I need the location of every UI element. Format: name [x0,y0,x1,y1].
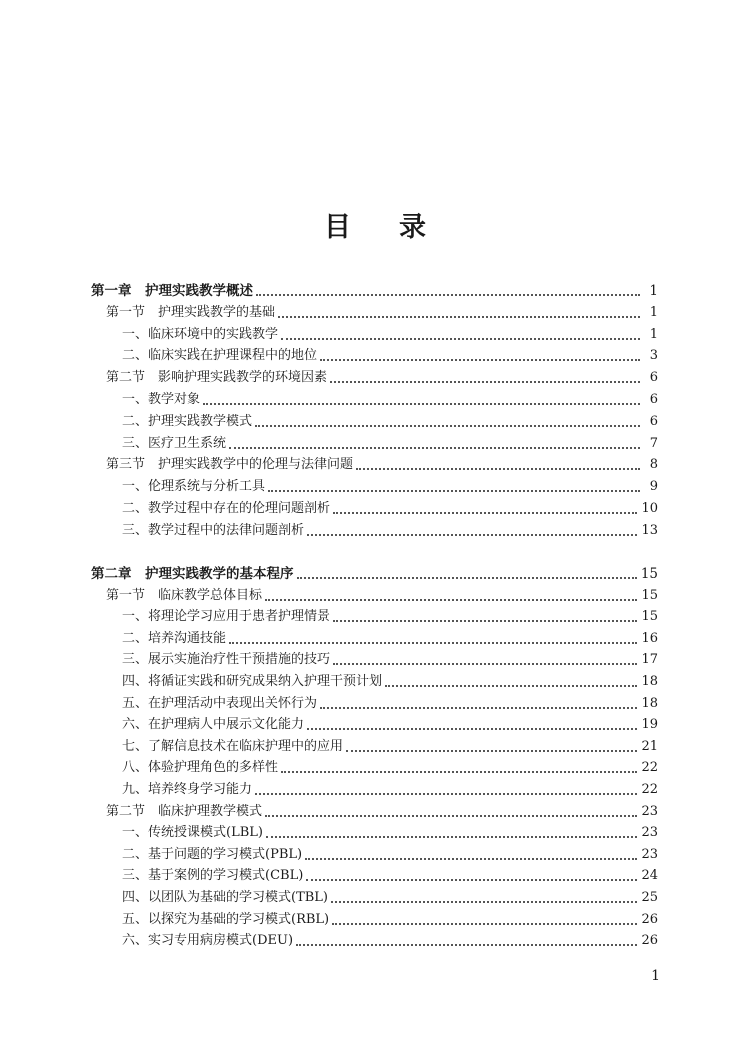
toc-entry-label: 第三节 护理实践教学中的伦理与法律问题 [106,457,354,473]
toc-dot-leader [333,512,637,514]
toc-entry-page-number: 18 [641,695,658,711]
toc-entry-label: 三、医疗卫生系统 [122,435,227,451]
toc-entry-label: 九、培养终身学习能力 [122,782,253,797]
toc-item-entry[interactable] [91,345,658,365]
toc-item-entry[interactable] [91,757,658,777]
toc-dot-leader [281,771,637,773]
toc-item-entry[interactable] [91,930,658,950]
toc-entry-page-number: 1 [649,304,658,320]
toc-item-entry[interactable] [91,606,658,626]
toc-section-entry[interactable] [91,801,658,821]
toc-entry-label: 二、基于问题的学习模式(PBL) [122,846,303,862]
toc-entry-label: 八、体验护理角色的多样性 [122,760,279,776]
toc-item-entry[interactable] [91,324,658,344]
toc-entry-page-number: 6 [649,370,658,386]
toc-dot-leader [331,901,637,903]
toc-dot-leader [278,316,640,318]
toc-dot-leader [265,599,637,601]
toc-entry-label: 一、传统授课模式(LBL) [122,825,263,841]
title-char-2: 录 [399,212,426,243]
toc-dot-leader [203,403,640,405]
toc-entry-page-number: 15 [641,609,658,625]
toc-item-entry[interactable] [91,844,658,864]
toc-chapter-entry[interactable] [91,563,658,583]
toc-entry-page-number: 24 [641,868,658,884]
toc-entry-label: 三、基于案例的学习模式(CBL) [122,868,304,884]
toc-item-entry[interactable] [91,476,658,496]
toc-entry-label: 一、临床环境中的实践教学 [122,326,279,342]
toc-entry-page-number: 10 [641,501,658,516]
toc-entry-page-number: 16 [641,630,658,646]
toc-entry-page-number: 13 [641,522,658,538]
toc-dot-leader [266,836,637,838]
toc-dot-leader [256,294,640,296]
toc-entry-page-number: 18 [641,674,658,689]
page-number: 1 [651,968,660,984]
title-char-1: 目 [324,212,351,243]
toc-entry-page-number: 6 [649,392,658,407]
toc-entry-label: 五、在护理活动中表现出关怀行为 [122,695,318,711]
toc-entry-label: 二、临床实践在护理课程中的地位 [122,348,318,364]
toc-entry-page-number: 26 [641,933,658,949]
toc-entry-label: 第二节 影响护理实践教学的环境因素 [106,370,328,386]
toc-item-entry[interactable] [91,693,658,713]
toc-entry-label: 六、实习专用病房模式(DEU) [122,933,294,949]
toc-dot-leader [229,642,637,644]
toc-entry-label: 一、伦理系统与分析工具 [122,479,266,495]
toc-entry-page-number: 9 [649,479,658,495]
toc-dot-leader [296,944,637,946]
toc-entry-label: 第一节 临床教学总体目标 [106,587,263,603]
toc-section-entry[interactable] [91,367,658,387]
toc-entry-page-number: 19 [641,717,658,733]
toc-entry-label: 六、在护理病人中展示文化能力 [122,717,305,733]
toc-dot-leader [281,338,640,340]
toc-item-entry[interactable] [91,736,658,756]
toc-entry-page-number: 21 [641,738,658,754]
toc-entry-label: 第一节 护理实践教学的基础 [106,304,276,320]
toc-entry-page-number: 17 [641,652,658,668]
toc-entry-label: 四、将循证实践和研究成果纳入护理干预计划 [122,674,383,689]
toc-dot-leader [330,381,640,383]
toc-item-entry[interactable] [91,389,658,409]
toc-dot-leader [320,359,640,361]
toc-entry-label: 三、教学过程中的法律问题剖析 [122,522,305,538]
toc-dot-leader [356,468,640,470]
toc-item-entry[interactable] [91,411,658,431]
toc-item-entry[interactable] [91,433,658,453]
toc-entry-label: 一、将理论学习应用于患者护理情景 [122,609,331,625]
toc-entry-page-number: 1 [649,326,658,342]
toc-entry-label: 五、以探究为基础的学习模式(RBL) [122,911,330,927]
toc-dot-leader [307,728,637,730]
toc-entry-page-number: 6 [649,413,658,429]
toc-entry-label: 二、护理实践教学模式 [122,413,253,429]
toc-dot-leader [307,534,637,536]
toc-entry-page-number: 22 [641,760,658,776]
toc-entry-page-number: 3 [649,348,658,364]
toc-entry-label: 第二节 临床护理教学模式 [106,803,263,819]
toc-entry-page-number: 25 [641,890,658,905]
toc-dot-leader [255,793,637,795]
toc-item-entry[interactable] [91,649,658,669]
toc-dot-leader [297,577,637,579]
toc-dot-leader [333,620,637,622]
toc-entry-label: 七、了解信息技术在临床护理中的应用 [122,738,344,754]
toc-dot-leader [229,447,640,449]
toc-dot-leader [346,750,637,752]
toc-section-entry[interactable] [91,585,658,605]
toc-item-entry[interactable] [91,520,658,540]
toc-dot-leader [306,879,637,881]
toc-entry-page-number: 23 [641,846,658,862]
toc-dot-leader [255,425,640,427]
toc-item-entry[interactable] [91,628,658,648]
toc-item-entry[interactable] [91,714,658,734]
toc-section-entry[interactable] [91,302,658,322]
toc-entry-label: 二、教学过程中存在的伦理问题剖析 [122,501,331,516]
toc-section-entry[interactable] [91,454,658,474]
toc-entry-page-number: 22 [641,782,658,797]
toc-entry-label: 第二章 护理实践教学的基本程序 [91,566,294,582]
toc-dot-leader [333,663,637,665]
toc-entry-page-number: 23 [641,825,658,841]
toc-entry-page-number: 23 [641,803,658,819]
toc-dot-leader [305,858,637,860]
toc-item-entry[interactable] [91,909,658,929]
toc-entry-page-number: 8 [649,457,658,473]
toc-entry-label: 第一章 护理实践教学概述 [91,283,253,299]
toc-item-entry[interactable] [91,887,658,907]
toc-chapter-entry[interactable] [91,280,658,300]
toc-dot-leader [268,490,640,492]
toc-entry-label: 二、培养沟通技能 [122,630,227,646]
toc-item-entry[interactable] [91,865,658,885]
toc-entry-label: 一、教学对象 [122,392,201,407]
toc-dot-leader [320,707,637,709]
toc-item-entry[interactable] [91,671,658,691]
toc-item-entry[interactable] [91,822,658,842]
toc-dot-leader [385,685,637,687]
toc-item-entry[interactable] [91,498,658,518]
toc-entry-label: 四、以团队为基础的学习模式(TBL) [122,890,329,905]
toc-entry-page-number: 26 [641,911,658,927]
toc-entry-page-number: 7 [649,435,658,451]
toc-dot-leader [332,923,637,925]
toc-entry-label: 三、展示实施治疗性干预措施的技巧 [122,652,331,668]
toc-entry-page-number: 15 [641,587,658,603]
toc-dot-leader [265,815,637,817]
page-title [0,205,750,244]
toc-entry-page-number: 15 [640,566,658,582]
toc-entry-page-number: 1 [649,283,658,299]
toc-item-entry[interactable] [91,779,658,799]
